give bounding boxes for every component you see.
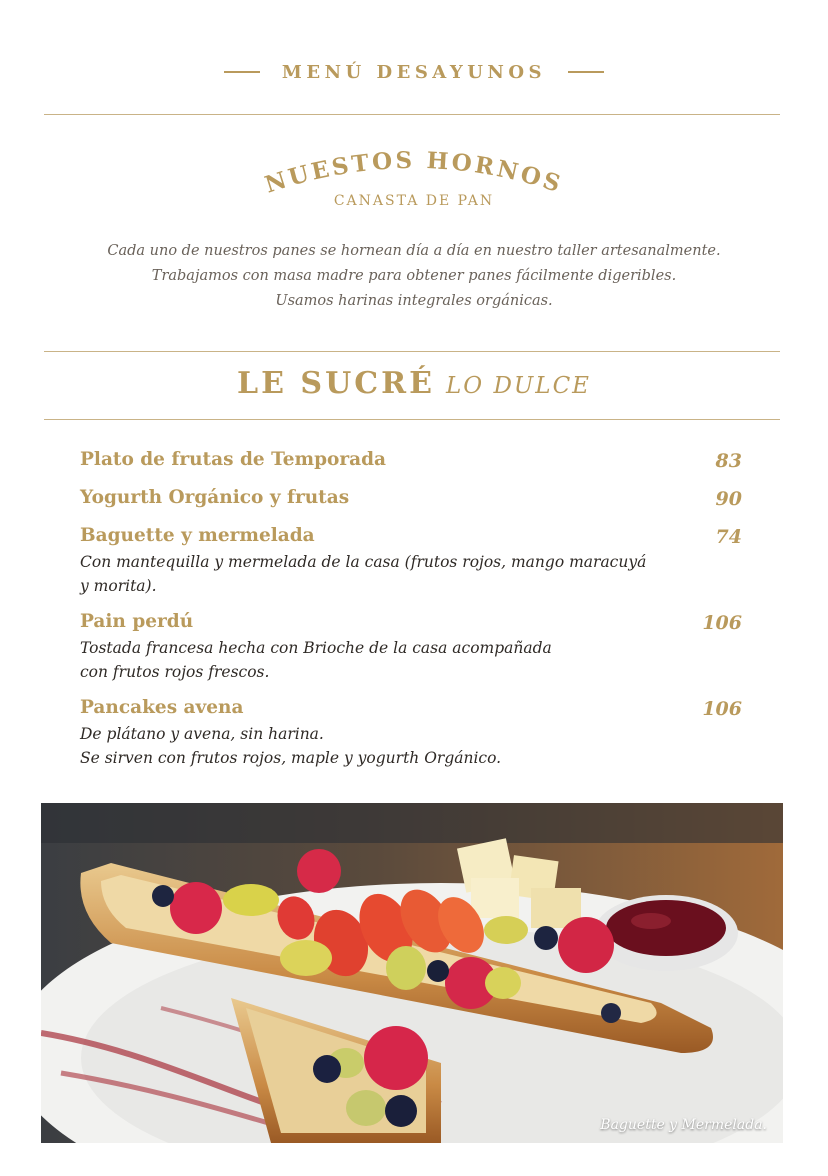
section-title xyxy=(0,366,828,401)
section-title-sub: LO DULCE xyxy=(446,373,591,399)
menu-item xyxy=(80,484,746,512)
divider-section-top xyxy=(44,351,780,352)
item-price: 106 xyxy=(702,612,742,634)
section-title-main: LE SUCRÉ xyxy=(237,366,435,401)
item-description-line: Se sirven con frutos rojos, maple y yogurth Orgánico. xyxy=(80,749,502,767)
food-photo xyxy=(41,803,783,1143)
divider-top xyxy=(44,114,780,115)
item-description-line: Con mantequilla y mermelada de la casa (frutos rojos, mango maracuyá xyxy=(80,553,647,571)
item-price: 83 xyxy=(715,450,742,472)
item-description xyxy=(80,550,746,598)
menu-title: MENÚ DESAYUNOS xyxy=(281,61,547,83)
header-right-dash xyxy=(568,71,604,73)
menu-item xyxy=(80,446,746,474)
item-price: 74 xyxy=(715,526,742,548)
item-description-line: Tostada francesa hecha con Brioche de la casa acompañada xyxy=(80,639,552,657)
bread-description xyxy=(0,239,828,314)
item-name: Pain perdú xyxy=(80,611,194,632)
item-name: Plato de frutas de Temporada xyxy=(80,449,387,470)
bread-title: NUESTOS HORNOS xyxy=(261,146,567,199)
item-description-line: y morita). xyxy=(80,577,157,595)
item-description xyxy=(80,722,746,770)
item-description-line: De plátano y avena, sin harina. xyxy=(80,725,324,743)
item-name: Baguette y mermelada xyxy=(80,525,315,546)
bread-description-line: Usamos harinas integrales orgánicas. xyxy=(275,293,553,309)
menu-item xyxy=(80,694,746,770)
svg-text:NUESTOS HORNOS xyxy=(262,147,567,199)
header-left-dash xyxy=(224,71,260,73)
divider-section-bottom xyxy=(44,419,780,420)
bread-subtitle: CANASTA DE PAN xyxy=(333,193,495,209)
item-description-line: con frutos rojos frescos. xyxy=(80,663,270,681)
bread-description-line: Trabajamos con masa madre para obtener panes fácilmente digeribles. xyxy=(151,268,677,284)
menu-item xyxy=(80,522,746,598)
item-description xyxy=(80,636,746,684)
bread-description-line: Cada uno de nuestros panes se hornean día a día en nuestro taller artesanalmente. xyxy=(107,243,721,259)
item-price: 106 xyxy=(702,698,742,720)
item-price: 90 xyxy=(715,488,742,510)
menu-header xyxy=(0,58,828,86)
photo-caption: Baguette y Mermelada. xyxy=(600,1117,767,1133)
baguette-illustration xyxy=(41,803,783,1143)
item-name: Pancakes avena xyxy=(80,697,244,718)
menu-item xyxy=(80,608,746,684)
item-name: Yogurth Orgánico y frutas xyxy=(80,487,350,508)
menu-items xyxy=(80,446,746,780)
